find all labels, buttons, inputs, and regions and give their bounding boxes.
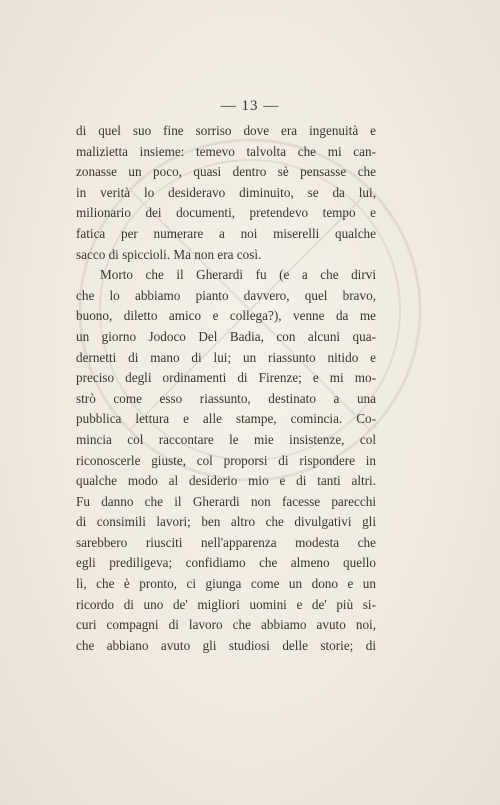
text-line: pubblica lettura e alle stampe, comincia. Co- — [76, 411, 376, 427]
page-number: — 13 — — [220, 98, 280, 114]
body-text — [76, 121, 376, 656]
text-line: sacco di spiccioli. Ma non era così. — [76, 246, 262, 262]
text-line: Fu danno che il Gherardi non facesse parecchi — [76, 493, 376, 509]
text-line: dernetti di mano di lui; un riassunto nitido e — [76, 349, 376, 365]
paragraph-1 — [76, 121, 376, 265]
text-line: che abbiano avuto gli studiosi delle storie; di — [76, 637, 376, 653]
text-line: strò come esso riassunto, destinato a una — [76, 390, 376, 406]
text-line: malizietta insieme: temevo talvolta che mi can- — [76, 143, 376, 159]
text-line: riconoscerle giuste, col proporsi di rispondere in — [76, 452, 376, 468]
text-line: di consimili lavori; ben altro che divulgativi gli — [76, 514, 376, 530]
text-line: curi compagni di lavoro che abbiamo avuto noi, — [76, 617, 376, 633]
text-line: di quel suo fine sorriso dove era ingenuità e — [76, 123, 376, 138]
text-line: lì, che è pronto, ci giunga come un dono e un — [76, 576, 376, 592]
text-line: fatica per numerare a noi miserelli qualche — [76, 225, 376, 241]
text-line: zonasse un poco, quasi dentro sè pensasse che — [76, 164, 376, 180]
text-line: in verità lo desideravo diminuito, se da lui, — [76, 184, 376, 200]
text-line: ricordo di uno de' migliori uomini e de' più si- — [76, 596, 376, 612]
text-line: Morto che il Gherardi fu (e a che dirvi — [100, 267, 376, 283]
text-line: egli prediligeva; confidiamo che almeno quello — [76, 555, 376, 571]
text-line: preciso degli ordinamenti di Firenze; e mi mo- — [76, 370, 376, 386]
text-line: milionario dei documenti, pretendevo tempo e — [76, 205, 376, 221]
text-line: che lo abbiamo pianto davvero, quel bravo, — [76, 287, 376, 303]
text-line: mincia col raccontare le mie insistenze, col — [76, 431, 376, 447]
text-line: un giorno Jodoco Del Badia, con alcuni qua- — [76, 328, 376, 344]
text-line: buono, diletto amico e collega?), venne da me — [76, 308, 376, 324]
text-line: sarebbero riusciti nell'apparenza modesta che — [76, 534, 376, 550]
text-line: qualche modo al desiderio mio e di tanti altri. — [76, 473, 376, 489]
paragraph-2 — [76, 265, 376, 656]
